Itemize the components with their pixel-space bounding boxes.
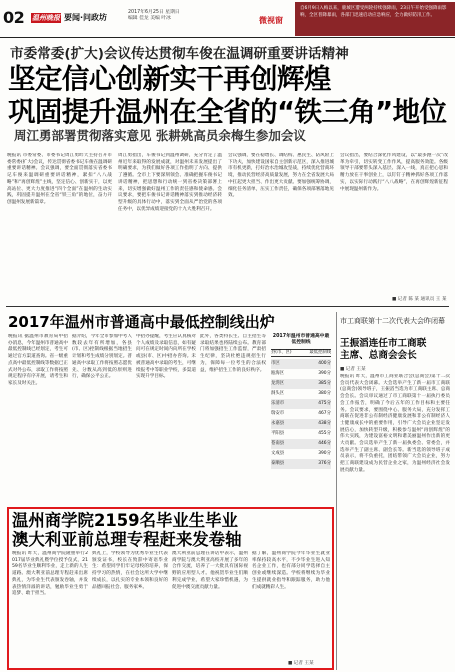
table-row [271, 439, 331, 449]
table-row [271, 409, 331, 419]
table-row [271, 419, 331, 429]
lead-body-col2: 周江勇指出，车俊书记到温州调研，充分肯定了温州近年来取得的发展成就，对温州未来发展提出了明确要求，为我们做好各项工作指明了方向、提供了遵循。全市上下要深刻领会、准确把握车俊书记讲话精神，把思想和行动统一到省委决策部署上来，切实增强做好温州工作的责任感和使命感。会议要求，要把车俊书记讲话精神落实到推动经济转型升级的具体行动中，落实到全面从严治党的各项任务中，以优异成绩迎接党的十九大胜利召开。 [118, 153, 222, 212]
second-headline: 2017年温州市普通高中最低控制线出炉 [8, 313, 275, 331]
table-row [271, 389, 331, 399]
wechat-label: 微视窗 [259, 16, 283, 25]
column-divider [336, 312, 337, 670]
third-body-col1: 晚报讯 昨天，温州商学院隆重举行2017届毕业典礼暨学位授予仪式，2159名毕业生顺利毕业，走上新的人生道路。澳大利亚前总理专程赶来出席典礼，为毕业生代表颁发卷轴，并发表热情洋溢的讲话，勉励毕业生勇于追梦、敢于担当。 [12, 551, 88, 597]
second-body-col4: 此外，各类特长生、自主招生等录取结果也将陆续公布。教育部门将加强招生工作监督，严肃招生纪律，坚决杜绝违规招生行为，保障每一位考生的合法权益，维护招生工作的良好秩序。 [200, 334, 266, 373]
table-row [271, 459, 331, 469]
table-cell-area: 苍南县 [271, 441, 285, 446]
table-cell-area: 泰顺县 [271, 461, 285, 466]
table-row [271, 449, 331, 459]
table-cell-score: 376分 [318, 461, 331, 466]
second-body-col1: 晚报讯 据温州市教育局中招办消息，今年温州市普通高中最低控制线已经划定，考生可通过官方渠道查询。省一级重点高中最低控制线等数据已正式对外公布，录取工作将按照规定程序有序开展，请考生和家长及时关注。 [8, 334, 68, 386]
lead-subhead: 周江勇部署贯彻落实意见 张耕姚高员余梅生参加会议 [14, 128, 306, 143]
table-cell-score: 475分 [318, 401, 331, 406]
third-headline-line2: 澳大利亚前总理专程赶来发卷轴 [12, 530, 242, 549]
table-cell-score: 390分 [318, 451, 331, 456]
right-body: 晚报讯 昨天，温州市工商业联合会(总商会)第十二次会员代表大会闭幕。大会选举产生了新一届市工商联(总商会)领导班子，王振滔当选为市工商联主席、总商会会长。会议审议通过了市工商联第十一届执行委员会工作报告，明确了今后五年的工作目标和主要任务。会议要求，要围绕中心、服务大局，充分发挥工商联在促进非公有制经济健康发展和非公有制经济人士健康成长中的重要作用，引导广大会员企业坚定发展信心，加快转型升级，积极参与温州“再创辉煌”的伟大实践，为建设富裕文明和谐美丽温州作出新的更大贡献。会议选举产生了新一届执委会、常委会，并选举产生了副主席、副会长等。新当选的领导班子成员表示，将不负重托，团结带领广大会员企业，努力把工商联建设成为民营企业之家，为温州经济社会发展贡献力量。 [340, 374, 450, 473]
table-cell-area: 文成县 [271, 451, 285, 456]
table-cell-score: 380分 [318, 391, 331, 396]
table-row [271, 379, 331, 389]
page-header [0, 0, 455, 38]
table-cell-area: 瑞安市 [271, 411, 285, 416]
lead-kicker: 市委常委(扩大)会议传达贯彻车俊在温调研重要讲话精神 [10, 46, 349, 62]
lead-byline: ■ 记者 陈 某 通讯员 王 某 [392, 297, 447, 302]
score-table-header [271, 349, 331, 357]
lead-headline-line1: 坚定信心创新实干再创辉煌 [8, 63, 331, 95]
table-cell-area: 乐清市 [271, 401, 285, 406]
section-divider [6, 306, 449, 307]
right-headline-line2: 主席、总商会会长 [340, 350, 417, 361]
third-byline: ■ 记者 王某 [288, 661, 314, 666]
table-cell-score: 390分 [318, 371, 331, 376]
table-cell-area: 洞头区 [271, 391, 285, 396]
date-block [128, 10, 200, 22]
header-banner: 自6月9日入梅以来，鹿城区遭受两轮持续强降雨，23日午开始受强降雨影响，全区普降暴雨，各部门迅速启动应急响应，全力做好防汛工作。 [295, 2, 455, 36]
second-body-col3: 中招办提醒，考生应认真核对个人成绩及录取信息，如有疑问可在规定时间内向所在学校或县(市、区)中招办咨询。未被普通高中录取的考生，可继续报考中等职业学校，多渠道实现升学目标。 [136, 334, 196, 380]
score-table-header-area: 县(市、区) [271, 350, 292, 355]
right-headline-line1: 王振滔连任市工商联 [340, 338, 427, 349]
third-body-col3: 澳大利亚前总理在讲话中表示，温州商学院与澳大利亚高校开展了多年的合作交流，培养了一大批具有国际视野的应用型人才。他祝贺毕业生们顺利完成学业，希望大家珍惜机遇，为促进中澳交流贡献力量。 [172, 551, 248, 590]
table-cell-score: 438分 [318, 421, 331, 426]
lead-body-col4: 会议指出，要结合深化作风建设，以“最多跑一次”改革为牵引，切实转变工作作风，提高服务效能。各级领导干部要带头深入基层、深入一线，真正把心思和精力放在干事创业上，以钉钉子精神抓好各项工作落实，以实际行动践行“八八战略”，在再创辉煌新征程中展现温州新作为。 [340, 153, 448, 192]
table-cell-area: 平阳县 [271, 431, 285, 436]
table-cell-area: 龙湾区 [271, 381, 285, 386]
right-kicker: 市工商联第十二次代表大会昨闭幕 [340, 317, 445, 325]
lead-headline-line2: 巩固提升温州在全省的“铁三角”地位 [8, 96, 447, 128]
third-headline-line1: 温州商学院2159名毕业生毕业 [12, 511, 238, 530]
score-table [271, 334, 331, 496]
date-line: 2017年6月25日 星期日 [128, 10, 180, 15]
second-body-col2: 据介绍，今年全市参加中考人数较去年有所增加，各县(市、区)控制线根据当地招生计划和考生成绩分别划定。普通高中录取工作将按照志愿优先、分数从高到低的原则进行，确保公平公正。 [72, 334, 132, 380]
lead-body-col1: 晚报讯 市委常委、市委书记周江勇昨天主持召开市委常委(扩大)会议，传达贯彻省委书记车俊在温调研重要讲话精神。会议强调，要全面贯彻落实省委书记车俊来温调研重要讲话精神，紧扣“八八战略”和“再创辉煌”主线，坚定信心、创新实干，以更高站位、更大力度推进“四个全面”在温州的生动实践，巩固提升温州在全省“铁三角”的地位，奋力开创温州发展新篇章。 [7, 153, 112, 205]
table-cell-area: 瓯海区 [271, 371, 285, 376]
table-cell-score: 446分 [318, 441, 331, 446]
table-row [271, 429, 331, 439]
table-row [271, 399, 331, 409]
page-number: 02 [3, 8, 25, 27]
table-cell-score: 385分 [318, 381, 331, 386]
score-table-header-score: 最低控制线 [309, 350, 331, 355]
lead-body-col3: 会议强调，要在稳增长、调结构、惠民生、防风险上下功夫，加快建设国家自主创新示范区，深入推进城市有机更新，打好治水治城攻坚战，持续优化营商环境，推动民营经济高质量发展，努力在全省发展大局中扛起更大担当、作出更大贡献。要加强统筹协调，细化任务清单，压实工作责任，确保各项部署落地见效。 [228, 153, 334, 199]
table-row [271, 369, 331, 379]
table-row [271, 359, 331, 369]
score-table-rows [271, 359, 331, 469]
table-cell-score: 455分 [318, 431, 331, 436]
third-body-col4: 据了解，温州商学院今年毕业生就业率保持较高水平，不少毕业生进入知名企业工作，也有部分同学选择自主创业或继续深造。学校将继续为毕业生提供就业指导和跟踪服务，助力他们成就精彩人生。 [252, 551, 330, 590]
table-cell-area: 市区 [271, 361, 280, 366]
table-cell-score: 467分 [318, 411, 331, 416]
table-cell-score: 400分 [318, 361, 331, 366]
brand-logo: 温州晚报 [32, 14, 60, 22]
right-byline: ■ 记者 王某 [340, 367, 366, 372]
editor-line: 编辑 佳龙 美编 叶冰 [128, 16, 171, 21]
third-body-col2: 典礼上，学校领导为优秀毕业生代表颁发证书，校长在致辞中寄语毕业生：希望同学们牢记母校的培养，保持学习的热情，在社会这所大学中继续成长，以扎实的专业本领和良好的品德回报社会、服务家乡。 [92, 551, 168, 590]
section-title: 要闻·问政坊 [64, 13, 108, 22]
table-cell-area: 永嘉县 [271, 421, 285, 426]
score-table-title: 2017年温州市普通高中最低控制线 [272, 334, 330, 345]
